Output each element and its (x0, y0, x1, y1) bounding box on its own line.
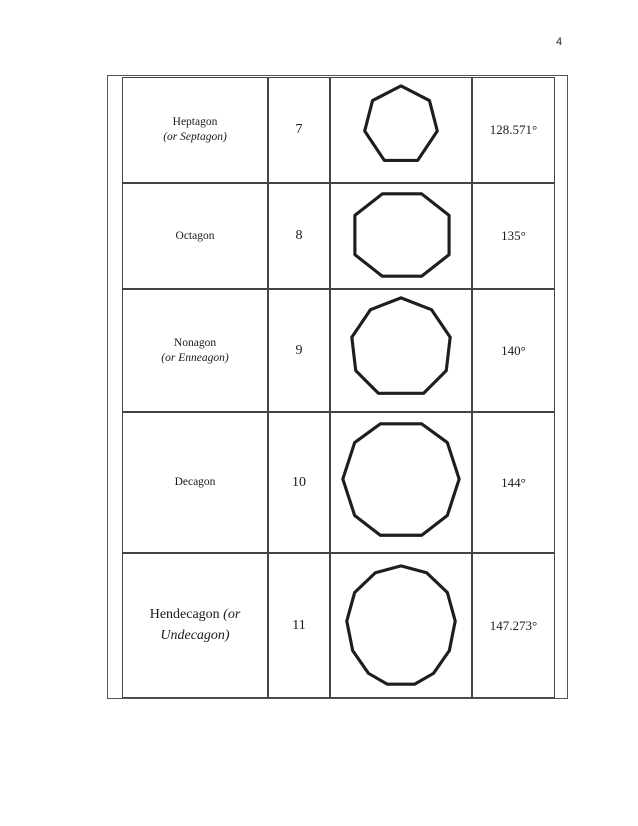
shape-cell (330, 412, 472, 553)
page-number: 4 (556, 36, 563, 48)
polygon-name: Nonagon (173, 336, 217, 349)
octagon-icon (331, 184, 471, 288)
sides-cell (268, 289, 330, 412)
interior-angle: 128.571° (489, 122, 538, 137)
polygon-name: Octagon (175, 229, 215, 242)
polygon-name-line1 (150, 605, 241, 625)
shape-cell (330, 183, 472, 289)
polygon-name: Hendecagon (149, 607, 220, 623)
sides-cell (268, 412, 330, 553)
table-row (108, 183, 567, 289)
shape-cell (330, 289, 472, 412)
sides-count: 9 (295, 342, 303, 358)
polygon-name-cell (122, 289, 268, 412)
heptagon-icon (331, 78, 471, 182)
polygon-name: Decagon (174, 476, 216, 489)
interior-angle: 140° (501, 342, 526, 358)
polygon-alt-name-line2: Undecagon) (160, 627, 230, 643)
decagon-icon (331, 413, 471, 552)
table-row (108, 289, 567, 412)
shape-cell (330, 553, 472, 698)
polygon-alt-name: (or Enneagon) (161, 351, 229, 364)
polygon-name-cell (122, 553, 268, 698)
polygon-alt-name: (or (223, 607, 241, 623)
angle-cell (472, 289, 555, 412)
sides-count: 11 (292, 617, 306, 633)
table-row (108, 553, 567, 698)
sides-count: 7 (295, 122, 303, 137)
angle-cell (472, 183, 555, 289)
interior-angle: 144° (501, 474, 526, 490)
hendecagon-icon (331, 554, 471, 697)
interior-angle: 147.273° (489, 617, 538, 633)
interior-angle: 135° (501, 228, 526, 243)
angle-cell (472, 553, 555, 698)
sides-cell (268, 77, 330, 183)
polygon-table (107, 75, 568, 699)
polygon-name-cell (122, 183, 268, 289)
sides-count: 8 (295, 228, 303, 243)
sides-cell (268, 183, 330, 289)
polygon-name: Heptagon (172, 116, 218, 129)
polygon-alt-name: (or Septagon) (163, 131, 227, 143)
sides-cell (268, 553, 330, 698)
polygon-name-cell (122, 412, 268, 553)
polygon-name-cell (122, 77, 268, 183)
table-row (108, 77, 567, 183)
nonagon-icon (331, 290, 471, 411)
shape-cell (330, 77, 472, 183)
sides-count: 10 (292, 474, 306, 490)
angle-cell (472, 77, 555, 183)
table-row (108, 412, 567, 553)
angle-cell (472, 412, 555, 553)
